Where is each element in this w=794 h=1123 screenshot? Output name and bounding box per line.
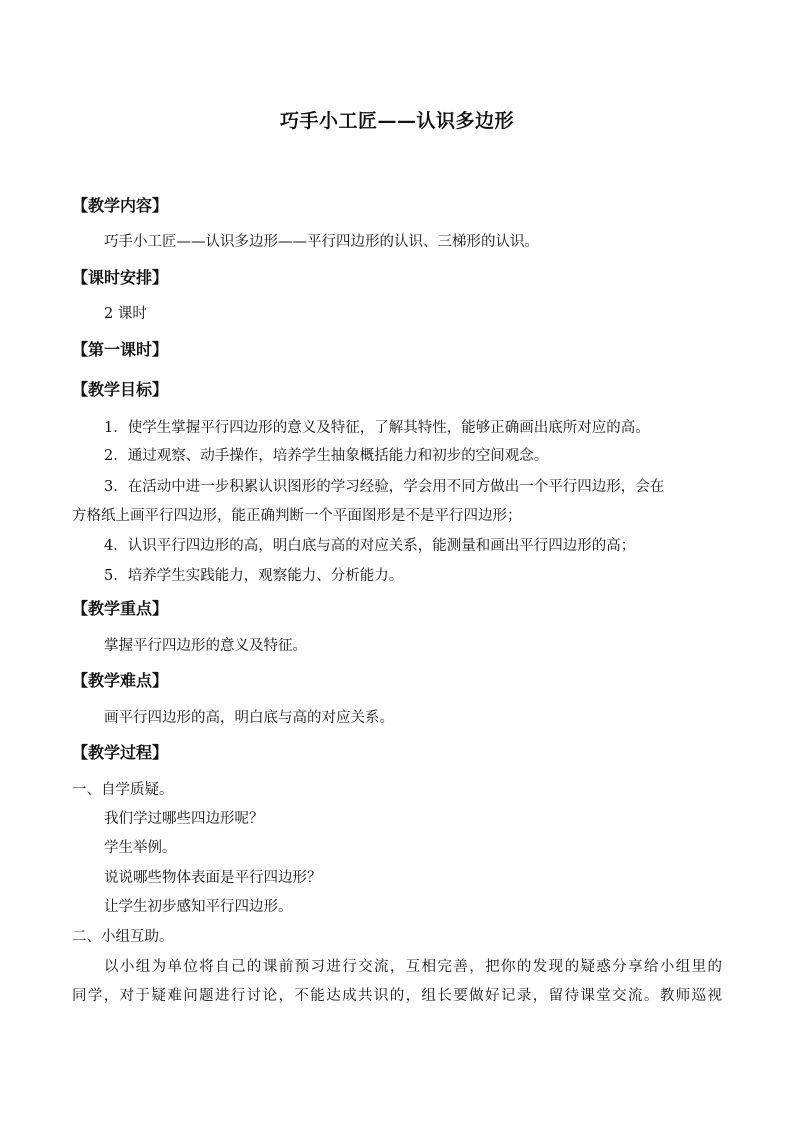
key-text: 掌握平行四边形的意义及特征。 bbox=[104, 638, 307, 654]
goal-item-4: 4．认识平行四边形的高，明白底与高的对应关系，能测量和画出平行四边形的高； bbox=[104, 538, 636, 554]
process-step-1-line-3: 说说哪些物体表面是平行四边形？ bbox=[104, 870, 322, 886]
goals-heading: 【教学目标】 bbox=[72, 380, 169, 399]
goal-item-5: 5．培养学生实践能力，观察能力、分析能力。 bbox=[104, 568, 404, 584]
goal-item-3: 3．在活动中进一步积累认识图形的学习经验，学会用不同方做出一个平行四边形，会在 bbox=[104, 479, 665, 495]
process-step-2-line-1: 以小组为单位将自己的课前预习进行交流，互相完善，把你的发现的疑惑分享给小组里的 bbox=[104, 959, 722, 975]
process-step-1-line-2: 学生举例。 bbox=[104, 840, 177, 856]
page-title: 巧手小工匠——认识多边形 bbox=[279, 110, 514, 132]
key-heading: 【教学重点】 bbox=[72, 599, 169, 618]
schedule-text: 2 课时 bbox=[104, 306, 147, 322]
content-text: 巧手小工匠——认识多边形——平行四边形的认识、三梯形的认识。 bbox=[104, 234, 539, 250]
difficulty-text: 画平行四边形的高，明白底与高的对应关系。 bbox=[104, 710, 394, 726]
content-heading: 【教学内容】 bbox=[72, 196, 169, 215]
goal-item-1: 1．使学生掌握平行四边形的意义及特征，了解其特性，能够正确画出底所对应的高。 bbox=[104, 420, 650, 436]
schedule-heading: 【课时安排】 bbox=[72, 268, 169, 287]
process-step-2: 二、小组互助。 bbox=[72, 929, 174, 945]
process-step-1: 一、自学质疑。 bbox=[72, 782, 174, 798]
difficulty-heading: 【教学难点】 bbox=[72, 671, 169, 690]
lesson1-heading: 【第一课时】 bbox=[72, 340, 169, 359]
process-step-1-line-1: 我们学过哪些四边形呢？ bbox=[104, 811, 264, 827]
process-heading: 【教学过程】 bbox=[72, 743, 169, 762]
process-step-2-line-2: 同学，对于疑难问题进行讨论，不能达成共识的，组长要做好记录，留待课堂交流。教师巡视 bbox=[72, 988, 722, 1004]
goal-item-2: 2．通过观察、动手操作，培养学生抽象概括能力和初步的空间观念。 bbox=[104, 448, 549, 464]
goal-item-3-continued: 方格纸上画平行四边形，能正确判断一个平面图形是不是平行四边形； bbox=[72, 508, 522, 524]
process-step-1-line-4: 让学生初步感知平行四边形。 bbox=[104, 899, 293, 915]
